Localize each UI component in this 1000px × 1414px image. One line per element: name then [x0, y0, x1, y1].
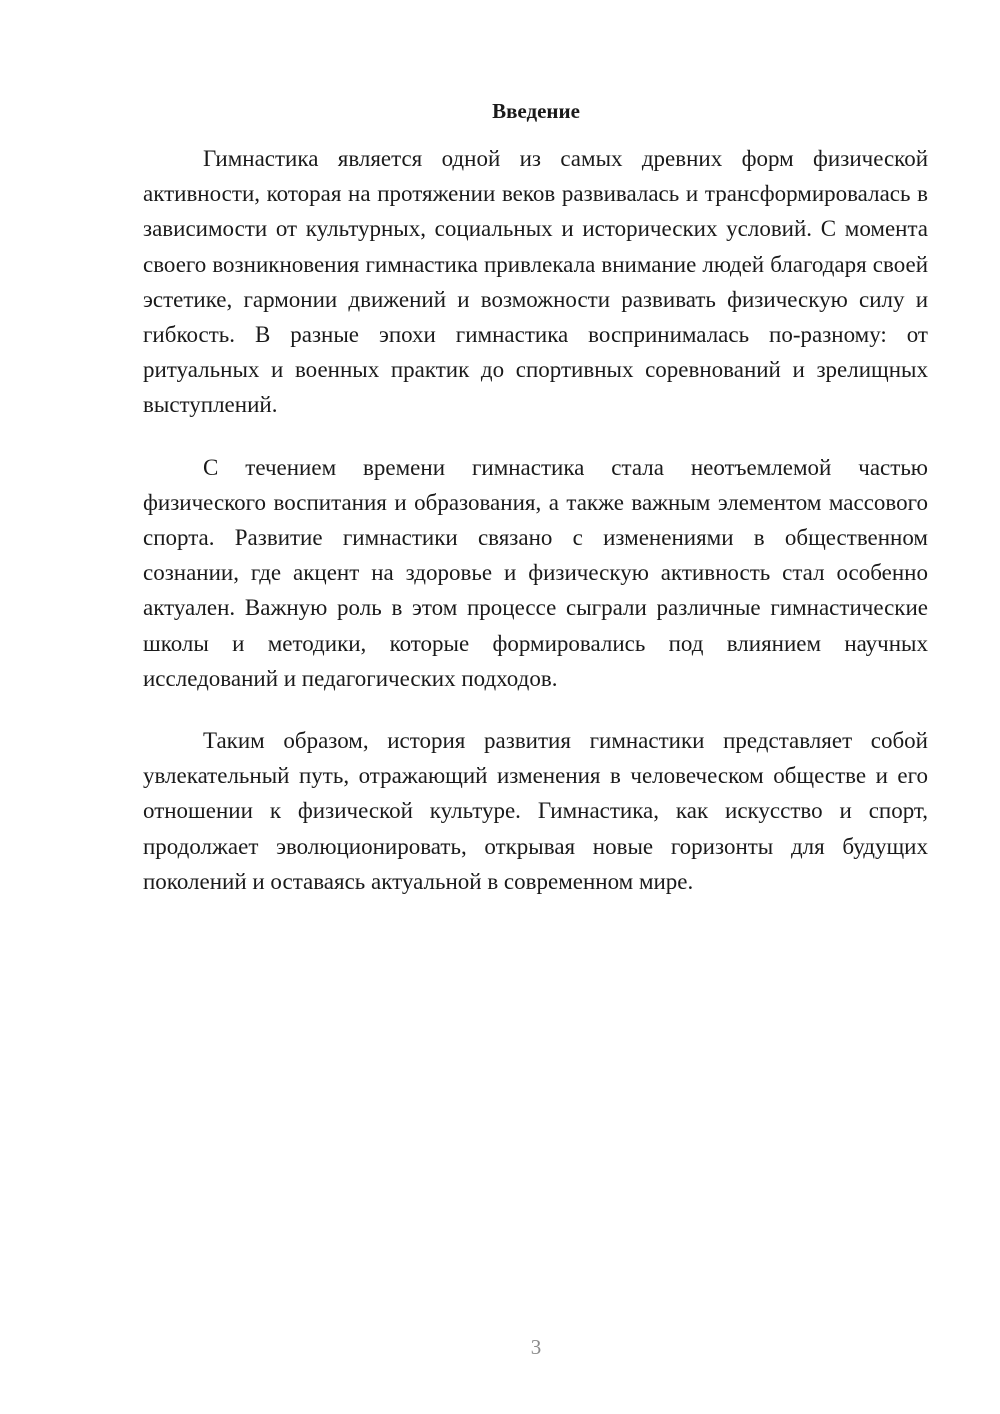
paragraph-3: Таким образом, история развития гимнастики представляет собой увлекательный путь, отражающий изменения в человеческом обществе и его отношении к физической культуре. Гимнастика, как искусство и спорт, продолжает эволюционировать, открывая новые горизонты для будущих поколений и оставаясь актуальной в современном мире. — [143, 728, 928, 894]
paragraph-2: С течением времени гимнастика стала неотъемлемой частью физического воспитания и образования, а также важным элементом массового спорта. Развитие гимнастики связано с изменениями в общественном сознании, где акцент на здоровье и физическую активность стал особенно актуален. Важную роль в этом процессе сыграли различные гимнастические школы и методики, которые формировались под влиянием научных исследований и педагогических подходов. — [143, 454, 928, 691]
section-heading: Введение — [492, 99, 580, 123]
paragraph-1: Гимнастика является одной из самых древних форм физической активности, которая на протяжении веков развивалась и трансформировалась в зависимости от культурных, социальных и исторических условий. С момента своего возникновения гимнастика привлекала внимание людей благодаря своей эстетике, гармонии движений и возможности развивать физическую силу и гибкость. В разные эпохи гимнастика воспринималась по-разному: от ритуальных и военных практик до спортивных соревнований и зрелищных выступлений. — [143, 146, 928, 418]
page-number: 3 — [530, 1335, 542, 1359]
body-text — [143, 141, 928, 899]
